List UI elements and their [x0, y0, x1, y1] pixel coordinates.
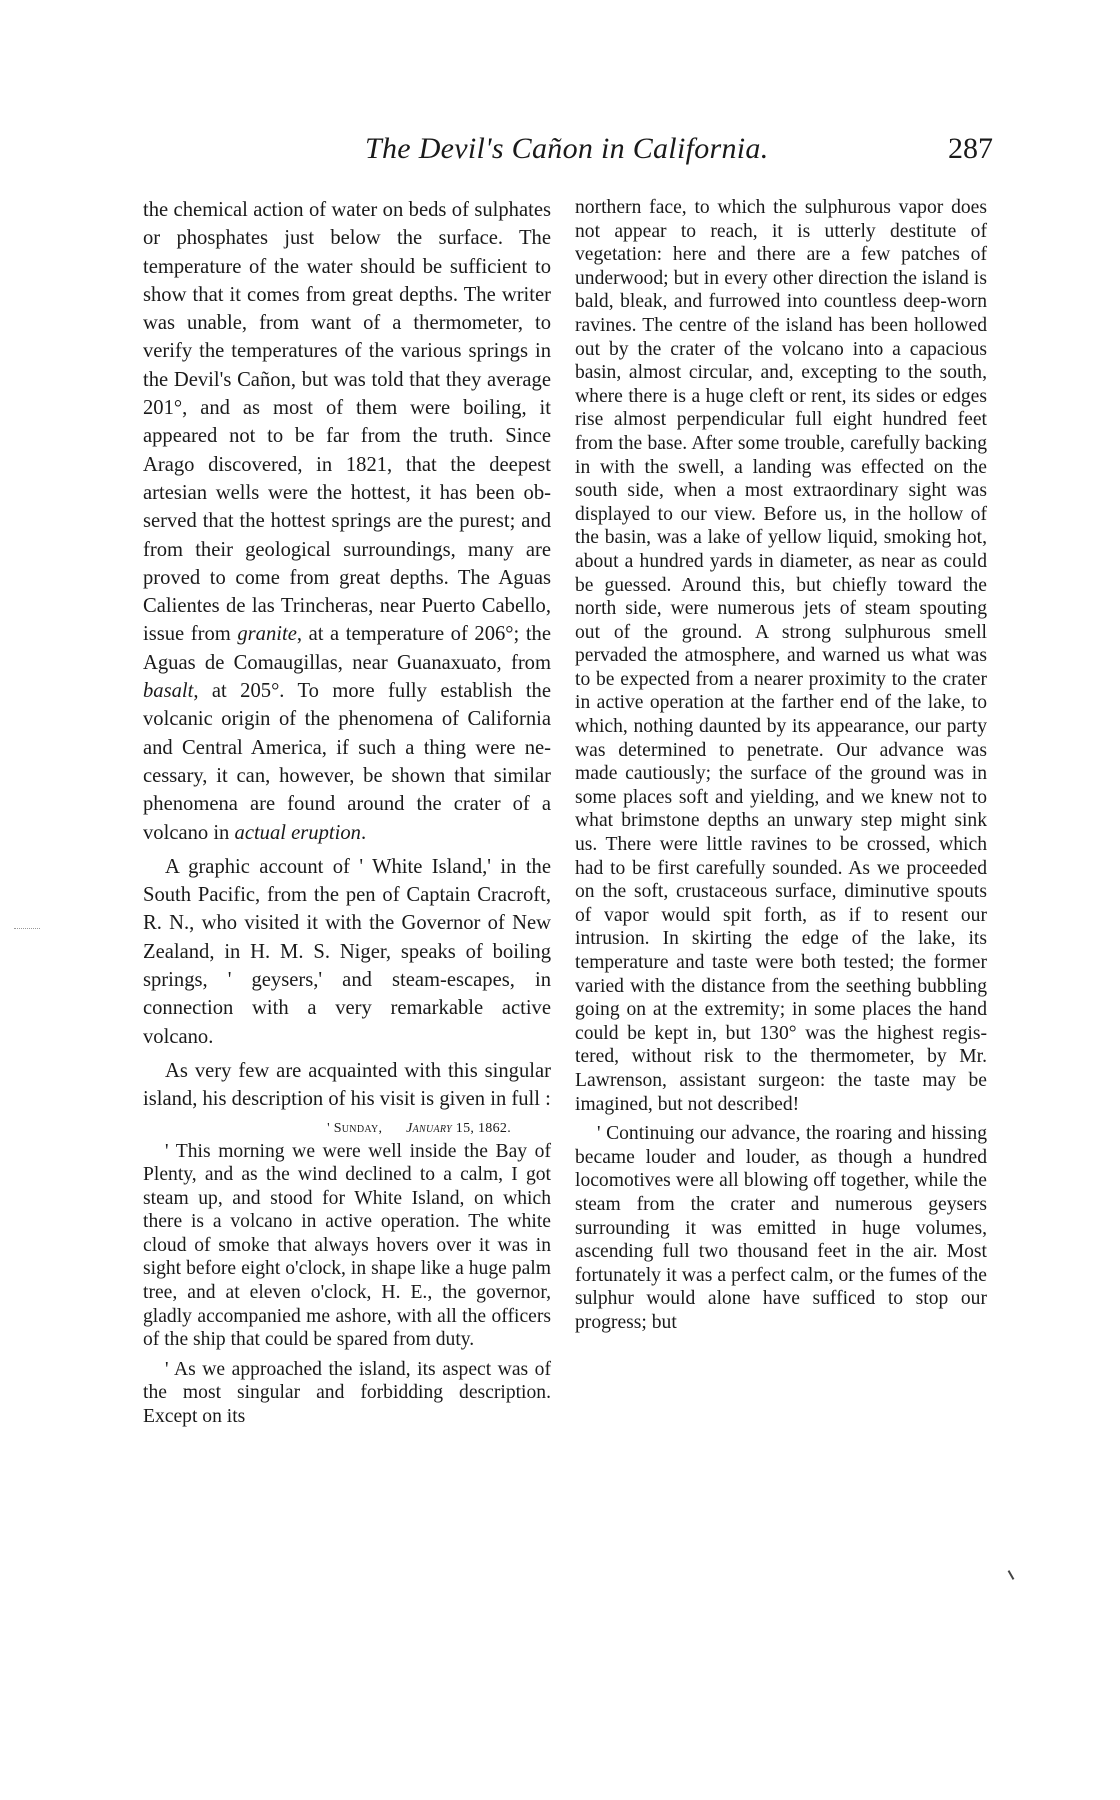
left-paragraph-2: A graphic account of ' White Island,' in the South Pacific, from the pen of Captain Cracroft, R. N., who visited it with the Governor of New Zealand, in H. M. S. Niger, speaks of boiling springs, ' geysers,' and steam-escapes, in connection with a very remarkable active volcano.: [143, 855, 551, 1048]
right-paragraph-2: ' Continuing our advance, the roaring and hissing became louder and louder, as though a hundred locomotives were all blowing off together, while the steam from the crater and numerous geysers surrounding it was emitted in huge volumes, ascending full two thousand feet in the air. Most fortunately it was a perfect calm, or the fumes of the sulphur would alone have sufficed to stop our progress; but: [575, 1123, 987, 1333]
margin-specks: [14, 928, 40, 933]
left-paragraph-3: As very few are acquainted with this singular island, his description of his visit is given in full :: [143, 1059, 551, 1111]
right-paragraph-1: northern face, to which the sulphurous vapor does not appear to reach, it is utterly destitute of vegetation: here and there are a few patches of underwood; but in every other direction the island is bald, bleak, and furrowed into countless deep-worn ravines. The centre of the island has been hollowed out by the crater of the volcano into a capacious basin, almost circular, and, excepting to the south, where there is a huge cleft or rent, its sides or edges rise almost perpendicular full eight hundred feet from the base. After some trouble, carefully backing in with the swell, a landing was effected on the south side, when a most extraordinary sight was displayed to our view. Before us, in the hollow of the basin, was a lake of yellow liquid, smoking hot, about a hundred yards in diameter, as near as could be guessed. Around this, but chiefly toward the north side, were numerous jets of steam spouting out of the ground. A strong sulphurous smell pervaded the atmosphere, and warned us what was to be expected from a nearer proximity to the crater in active operation at the farther end of the lake, to which, nothing daunted by its appearance, our party was determined to penetrate. Our advance was made cautiously; the surface of the ground was in some places soft and yielding, and we knew not to what brimstone depths an unwary step might sink us. There were little ravines to be crossed, which had to be first carefully sounded. As we proceeded on the soft, crustaceous surface, diminutive spouts of vapor would spit forth, as if to resent our intrusion. In skirting the edge of the lake, its temperature and taste were both tested; the former varied with the distance from the seething bubbling going on at the extremity; in some places the hand could be kept in, but 130° was the highest registered, without risk to the thermometer, by Mr. Lawrenson, assistant surgeon: the taste may be imagined, but not described!: [575, 197, 987, 1115]
margin-mark: [1008, 1570, 1015, 1580]
left-column: [143, 196, 551, 1429]
left-paragraph-4: ' This morning we were well inside the Bay of Plenty, and as the wind declined to a calm, I got steam up, and stood for White Island, on which there is a volcano in active operation. The white cloud of smoke that always hovers over it was in sight before eight o'clock, in shape like a huge palm tree, and at eleven o'clock, H. E., the governor, gladly accompanied me ashore, with all the officers of the ship that could be spared from duty.: [143, 1140, 551, 1351]
page-number: 287: [948, 132, 993, 165]
left-paragraph-5: ' As we approached the island, its aspect was of the most singular and forbidding description. Except on its: [143, 1358, 551, 1428]
running-title: The Devil's Cañon in California.: [365, 132, 769, 165]
dateline: ' Sunday, January 15, 1862.: [327, 1120, 511, 1136]
right-column: [575, 196, 987, 1335]
left-paragraph-1: the chemical action of water on beds of sulphates or phosphates just below the surface. The temperature of the water should be sufficient to show that it comes from great depths. The writer was unable, from want of a thermometer, to verify the temperatures of the various springs in the Devil's Cañon, but was told that they average 201°, and as most of them were boiling, it appeared not to be far from the truth. Since Arago discovered, in 1821, that the deepest artesian wells were the hottest, it has been observed that the hottest springs are the purest; and from their geological surroundings, many are proved to come from great depths. The Aguas Calientes de las Trincheras, near Puerto Cabello, issue from granite, at a temperature of 206°; the Aguas de Comaugillas, near Guanaxuato, from basalt, at 205°. To more fully establish the volcanic origin of the phenomena of California and Central America, if such a thing were necessary, it can, however, be shown that similar phenomena are found around the crater of a volcano in actual eruption.: [143, 199, 551, 844]
